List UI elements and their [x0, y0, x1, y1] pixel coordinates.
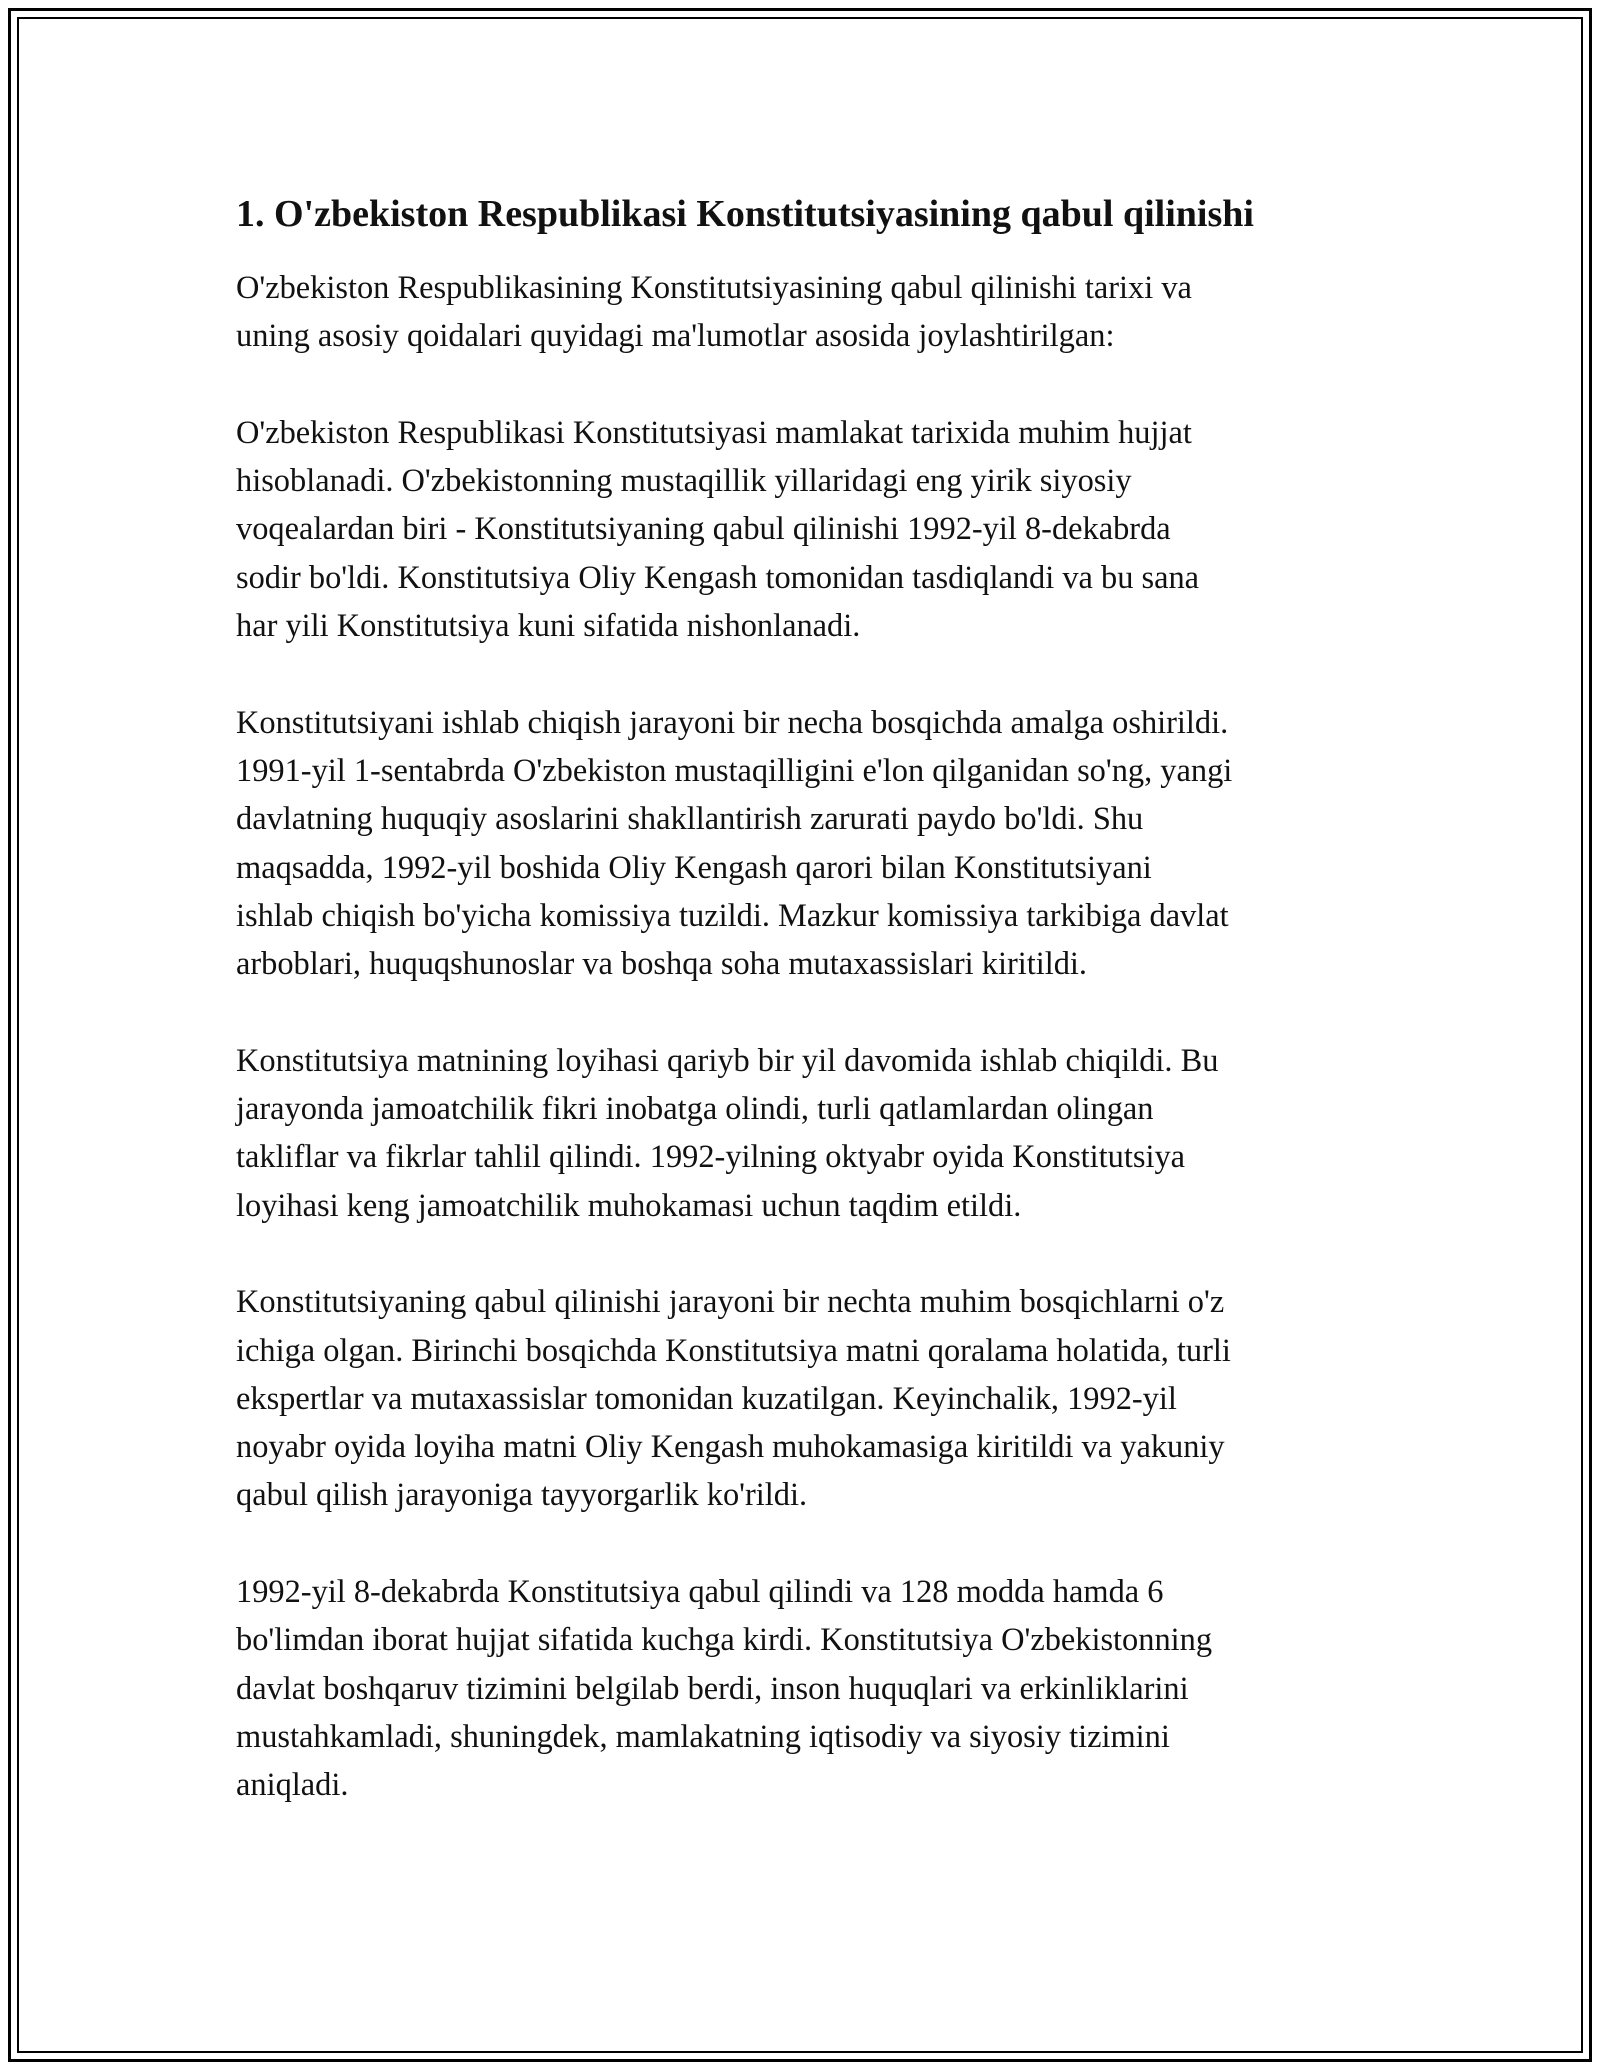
paragraph-draft-discussion: Konstitutsiya matnining loyihasi qariyb bir yil davomida ishlab chiqildi. Bu jarayonda jamoatchilik fikri inobatga olindi, turli qatlamlardan olingan takliflar va fikrlar tahlil qilindi. 1992-yilning oktyabr oyida Konstitutsiya loyihasi keng jamoatchilik muhokamasi uchun taqdim etildi.: [236, 1042, 1219, 1224]
paragraph-intro: O'zbekiston Respublikasining Konstitutsiyasining qabul qilinishi tarixi va uning asosiy qoidalari quyidagi ma'lumotlar asosida joylashtirilgan:: [236, 270, 1192, 355]
paragraph-significance: O'zbekiston Respublikasi Konstitutsiyasi mamlakat tarixida muhim hujjat hisoblanadi. O'zbekistonning mustaqillik yillaridagi eng yirik siyosiy voqealardan biri - Konstitutsiyaning qabul qilinishi 1992-yil 8-dekabrda sodir bo'ldi. Konstitutsiya Oliy Kengash tomonidan tasdiqlandi va bu sana har yili Konstitutsiya kuni sifatida nishonlanadi.: [236, 414, 1200, 645]
paragraph-adoption: 1992-yil 8-dekabrda Konstitutsiya qabul qilindi va 128 modda hamda 6 bo'limdan iborat hujjat sifatida kuchga kirdi. Konstitutsiya O'zbekistonning davlat boshqaruv tizimini belgilab berdi, inson huquqlari va erkinliklarini mustahkamladi, shuningdek, mamlakatning iqtisodiy va siyosiy tizimini aniqladi.: [236, 1574, 1213, 1804]
paragraph-adoption-stages: Konstitutsiyaning qabul qilinishi jarayoni bir nechta muhim bosqichlarni o'z ichiga olgan. Birinchi bosqichda Konstitutsiya matni qoralama holatida, turli ekspertlar va mutaxassislar tomonidan kuzatilgan. Keyinchalik, 1992-yil noyabr oyida loyiha matni Oliy Kengash muhokamasiga kiritildi va yakuniy qabul qilish jarayoniga tayyorgarlik ko'rildi.: [236, 1284, 1231, 1514]
document-title: 1. O'zbekiston Respublikasi Konstitutsiyasining qabul qilinishi: [236, 193, 1254, 235]
document-body: [236, 184, 1376, 1858]
paragraph-drafting-process: Konstitutsiyani ishlab chiqish jarayoni bir necha bosqichda amalga oshirildi. 1991-yil 1-sentabrda O'zbekiston mustaqilligini e'lon qilganidan so'ng, yangi davlatning huquqiy asoslarini shakllantirish zarurati paydo bo'ldi. Shu maqsadda, 1992-yil boshida Oliy Kengash qarori bilan Konstitutsiyani ishlab chiqish bo'yicha komissiya tuzildi. Mazkur komissiya tarkibiga davlat arboblari, huquqshunoslar va boshqa soha mutaxassislari kiritildi.: [236, 704, 1233, 983]
